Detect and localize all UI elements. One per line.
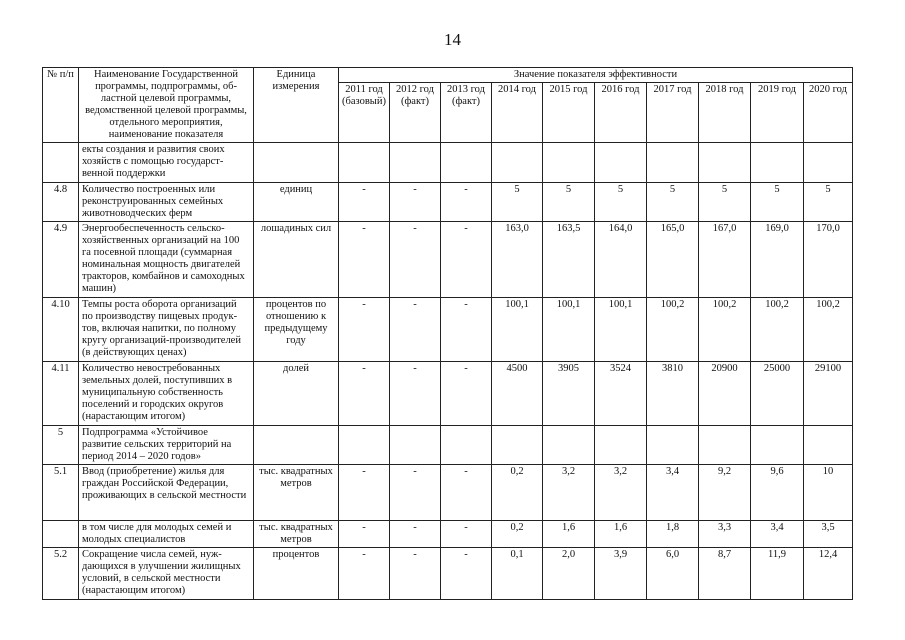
value-cell: - bbox=[339, 362, 390, 426]
value-cell: 4500 bbox=[492, 362, 543, 426]
value-cell bbox=[804, 143, 853, 183]
value-cell: 100,1 bbox=[595, 298, 647, 362]
value-cell: 163,5 bbox=[543, 222, 595, 298]
indicator-name: екты создания и развития своих хозяйств с помощью государственной поддержки bbox=[79, 143, 254, 183]
unit-cell bbox=[254, 143, 339, 183]
value-cell: 3,3 bbox=[699, 521, 751, 548]
row-number: 4.8 bbox=[43, 183, 79, 222]
value-cell: 0,2 bbox=[492, 521, 543, 548]
value-cell bbox=[441, 143, 492, 183]
value-cell: 170,0 bbox=[804, 222, 853, 298]
row-number bbox=[43, 521, 79, 548]
value-cell: 100,2 bbox=[699, 298, 751, 362]
header-year: 2019 год bbox=[751, 83, 804, 143]
value-cell: 1,8 bbox=[647, 521, 699, 548]
header-year: 2016 год bbox=[595, 83, 647, 143]
value-cell: 9,2 bbox=[699, 465, 751, 521]
indicator-name: Количество построенных или реконструированных семейных животноводческих ферм bbox=[79, 183, 254, 222]
indicators-table bbox=[42, 67, 853, 600]
unit-cell bbox=[254, 426, 339, 465]
value-cell: - bbox=[339, 298, 390, 362]
value-cell: 8,7 bbox=[699, 548, 751, 600]
value-cell: - bbox=[339, 548, 390, 600]
indicator-name: Подпрограмма «Устойчивое развитие сельских территорий на период 2014 – 2020 годов» bbox=[79, 426, 254, 465]
value-cell: - bbox=[339, 183, 390, 222]
value-cell: 167,0 bbox=[699, 222, 751, 298]
value-cell: 25000 bbox=[751, 362, 804, 426]
value-cell: 9,6 bbox=[751, 465, 804, 521]
header-year: 2017 год bbox=[647, 83, 699, 143]
table-row bbox=[43, 465, 853, 521]
row-number: 5.1 bbox=[43, 465, 79, 521]
page-number: 14 bbox=[444, 30, 461, 49]
value-cell bbox=[751, 143, 804, 183]
header-year: 2018 год bbox=[699, 83, 751, 143]
table-row bbox=[43, 222, 853, 298]
value-cell: 3,4 bbox=[751, 521, 804, 548]
value-cell: - bbox=[390, 222, 441, 298]
value-cell: 3,9 bbox=[595, 548, 647, 600]
value-cell: 3,5 bbox=[804, 521, 853, 548]
indicator-name: Темпы роста оборота организаций по производству пищевых продуктов, включая напитки, по полному кругу организаций-производителей (в действующих ценах) bbox=[79, 298, 254, 362]
value-cell bbox=[492, 426, 543, 465]
value-cell: 2,0 bbox=[543, 548, 595, 600]
value-cell bbox=[595, 426, 647, 465]
unit-cell: процентов по отношению к предыдущему году bbox=[254, 298, 339, 362]
value-cell: - bbox=[441, 548, 492, 600]
value-cell: 3,2 bbox=[595, 465, 647, 521]
value-cell: 100,2 bbox=[751, 298, 804, 362]
header-name: Наименование Государственной программы, подпрограммы, областной целевой программы, ведомственной целевой программы, отдельного мероприятия, наименование показателя bbox=[79, 68, 254, 143]
value-cell: - bbox=[441, 465, 492, 521]
value-cell: - bbox=[339, 521, 390, 548]
unit-cell: лошадиных сил bbox=[254, 222, 339, 298]
value-cell bbox=[595, 143, 647, 183]
value-cell: 12,4 bbox=[804, 548, 853, 600]
table-body bbox=[43, 143, 853, 600]
row-number: 5 bbox=[43, 426, 79, 465]
value-cell: 165,0 bbox=[647, 222, 699, 298]
value-cell: 163,0 bbox=[492, 222, 543, 298]
value-cell: 169,0 bbox=[751, 222, 804, 298]
value-cell: 100,1 bbox=[492, 298, 543, 362]
value-cell bbox=[339, 143, 390, 183]
table-row bbox=[43, 183, 853, 222]
row-number: 4.9 bbox=[43, 222, 79, 298]
value-cell: 0,2 bbox=[492, 465, 543, 521]
header-unit: Единица измерения bbox=[254, 68, 339, 143]
header-num: № п/п bbox=[43, 68, 79, 143]
table-row bbox=[43, 548, 853, 600]
value-cell: 5 bbox=[804, 183, 853, 222]
value-cell: - bbox=[390, 465, 441, 521]
value-cell: 3905 bbox=[543, 362, 595, 426]
indicator-name: Сокращение числа семей, нуждающихся в улучшении жилищных условий, в сельской местности (нарастающим итогом) bbox=[79, 548, 254, 600]
value-cell: 6,0 bbox=[647, 548, 699, 600]
table-row bbox=[43, 298, 853, 362]
value-cell bbox=[804, 426, 853, 465]
value-cell: 5 bbox=[751, 183, 804, 222]
value-cell: 5 bbox=[595, 183, 647, 222]
header-year: 2013 год (факт) bbox=[441, 83, 492, 143]
value-cell bbox=[647, 143, 699, 183]
value-cell: 10 bbox=[804, 465, 853, 521]
value-cell: - bbox=[339, 222, 390, 298]
table-row bbox=[43, 143, 853, 183]
value-cell bbox=[699, 143, 751, 183]
value-cell bbox=[647, 426, 699, 465]
unit-cell: процентов bbox=[254, 548, 339, 600]
header-year: 2011 год (базовый) bbox=[339, 83, 390, 143]
header-year: 2012 год (факт) bbox=[390, 83, 441, 143]
table-row bbox=[43, 426, 853, 465]
indicator-name: Энергообеспеченность сельскохозяйственных организаций на 100 га посевной площади (суммарная номинальная мощность двигателей тракторов, комбайнов и самоходных машин) bbox=[79, 222, 254, 298]
value-cell: 11,9 bbox=[751, 548, 804, 600]
value-cell: - bbox=[339, 465, 390, 521]
value-cell: - bbox=[390, 548, 441, 600]
value-cell: 0,1 bbox=[492, 548, 543, 600]
table-row bbox=[43, 521, 853, 548]
unit-cell: единиц bbox=[254, 183, 339, 222]
value-cell: 20900 bbox=[699, 362, 751, 426]
value-cell bbox=[441, 426, 492, 465]
value-cell: 5 bbox=[699, 183, 751, 222]
row-number: 4.10 bbox=[43, 298, 79, 362]
unit-cell: тыс. квадратных метров bbox=[254, 521, 339, 548]
value-cell: 100,2 bbox=[804, 298, 853, 362]
header-year: 2014 год bbox=[492, 83, 543, 143]
value-cell: - bbox=[441, 298, 492, 362]
value-cell bbox=[339, 426, 390, 465]
value-cell: - bbox=[441, 521, 492, 548]
value-cell bbox=[751, 426, 804, 465]
header-effect: Значение показателя эффективности bbox=[339, 68, 853, 83]
header-year: 2020 год bbox=[804, 83, 853, 143]
value-cell bbox=[543, 143, 595, 183]
indicator-name: Количество невостребованных земельных долей, поступивших в муниципальную собственность поселений и городских округов (нарастающим итогом) bbox=[79, 362, 254, 426]
value-cell: 3,2 bbox=[543, 465, 595, 521]
value-cell: 100,1 bbox=[543, 298, 595, 362]
row-number bbox=[43, 143, 79, 183]
unit-cell: тыс. квадратных метров bbox=[254, 465, 339, 521]
value-cell: - bbox=[441, 183, 492, 222]
value-cell: 164,0 bbox=[595, 222, 647, 298]
header-year: 2015 год bbox=[543, 83, 595, 143]
value-cell: 1,6 bbox=[595, 521, 647, 548]
value-cell: - bbox=[441, 222, 492, 298]
value-cell bbox=[492, 143, 543, 183]
value-cell bbox=[390, 143, 441, 183]
value-cell: 1,6 bbox=[543, 521, 595, 548]
value-cell: 5 bbox=[647, 183, 699, 222]
row-number: 5.2 bbox=[43, 548, 79, 600]
value-cell bbox=[390, 426, 441, 465]
value-cell: 3,4 bbox=[647, 465, 699, 521]
value-cell bbox=[543, 426, 595, 465]
indicator-name: в том числе для молодых семей и молодых специалистов bbox=[79, 521, 254, 548]
unit-cell: долей bbox=[254, 362, 339, 426]
value-cell: 29100 bbox=[804, 362, 853, 426]
value-cell: - bbox=[390, 362, 441, 426]
indicator-name: Ввод (приобретение) жилья для граждан Российской Федерации, проживающих в сельской местности bbox=[79, 465, 254, 521]
value-cell: - bbox=[390, 183, 441, 222]
value-cell: 5 bbox=[543, 183, 595, 222]
value-cell: - bbox=[441, 362, 492, 426]
value-cell: 5 bbox=[492, 183, 543, 222]
table-row bbox=[43, 362, 853, 426]
row-number: 4.11 bbox=[43, 362, 79, 426]
value-cell: 3524 bbox=[595, 362, 647, 426]
value-cell bbox=[699, 426, 751, 465]
value-cell: 100,2 bbox=[647, 298, 699, 362]
value-cell: 3810 bbox=[647, 362, 699, 426]
value-cell: - bbox=[390, 521, 441, 548]
value-cell: - bbox=[390, 298, 441, 362]
